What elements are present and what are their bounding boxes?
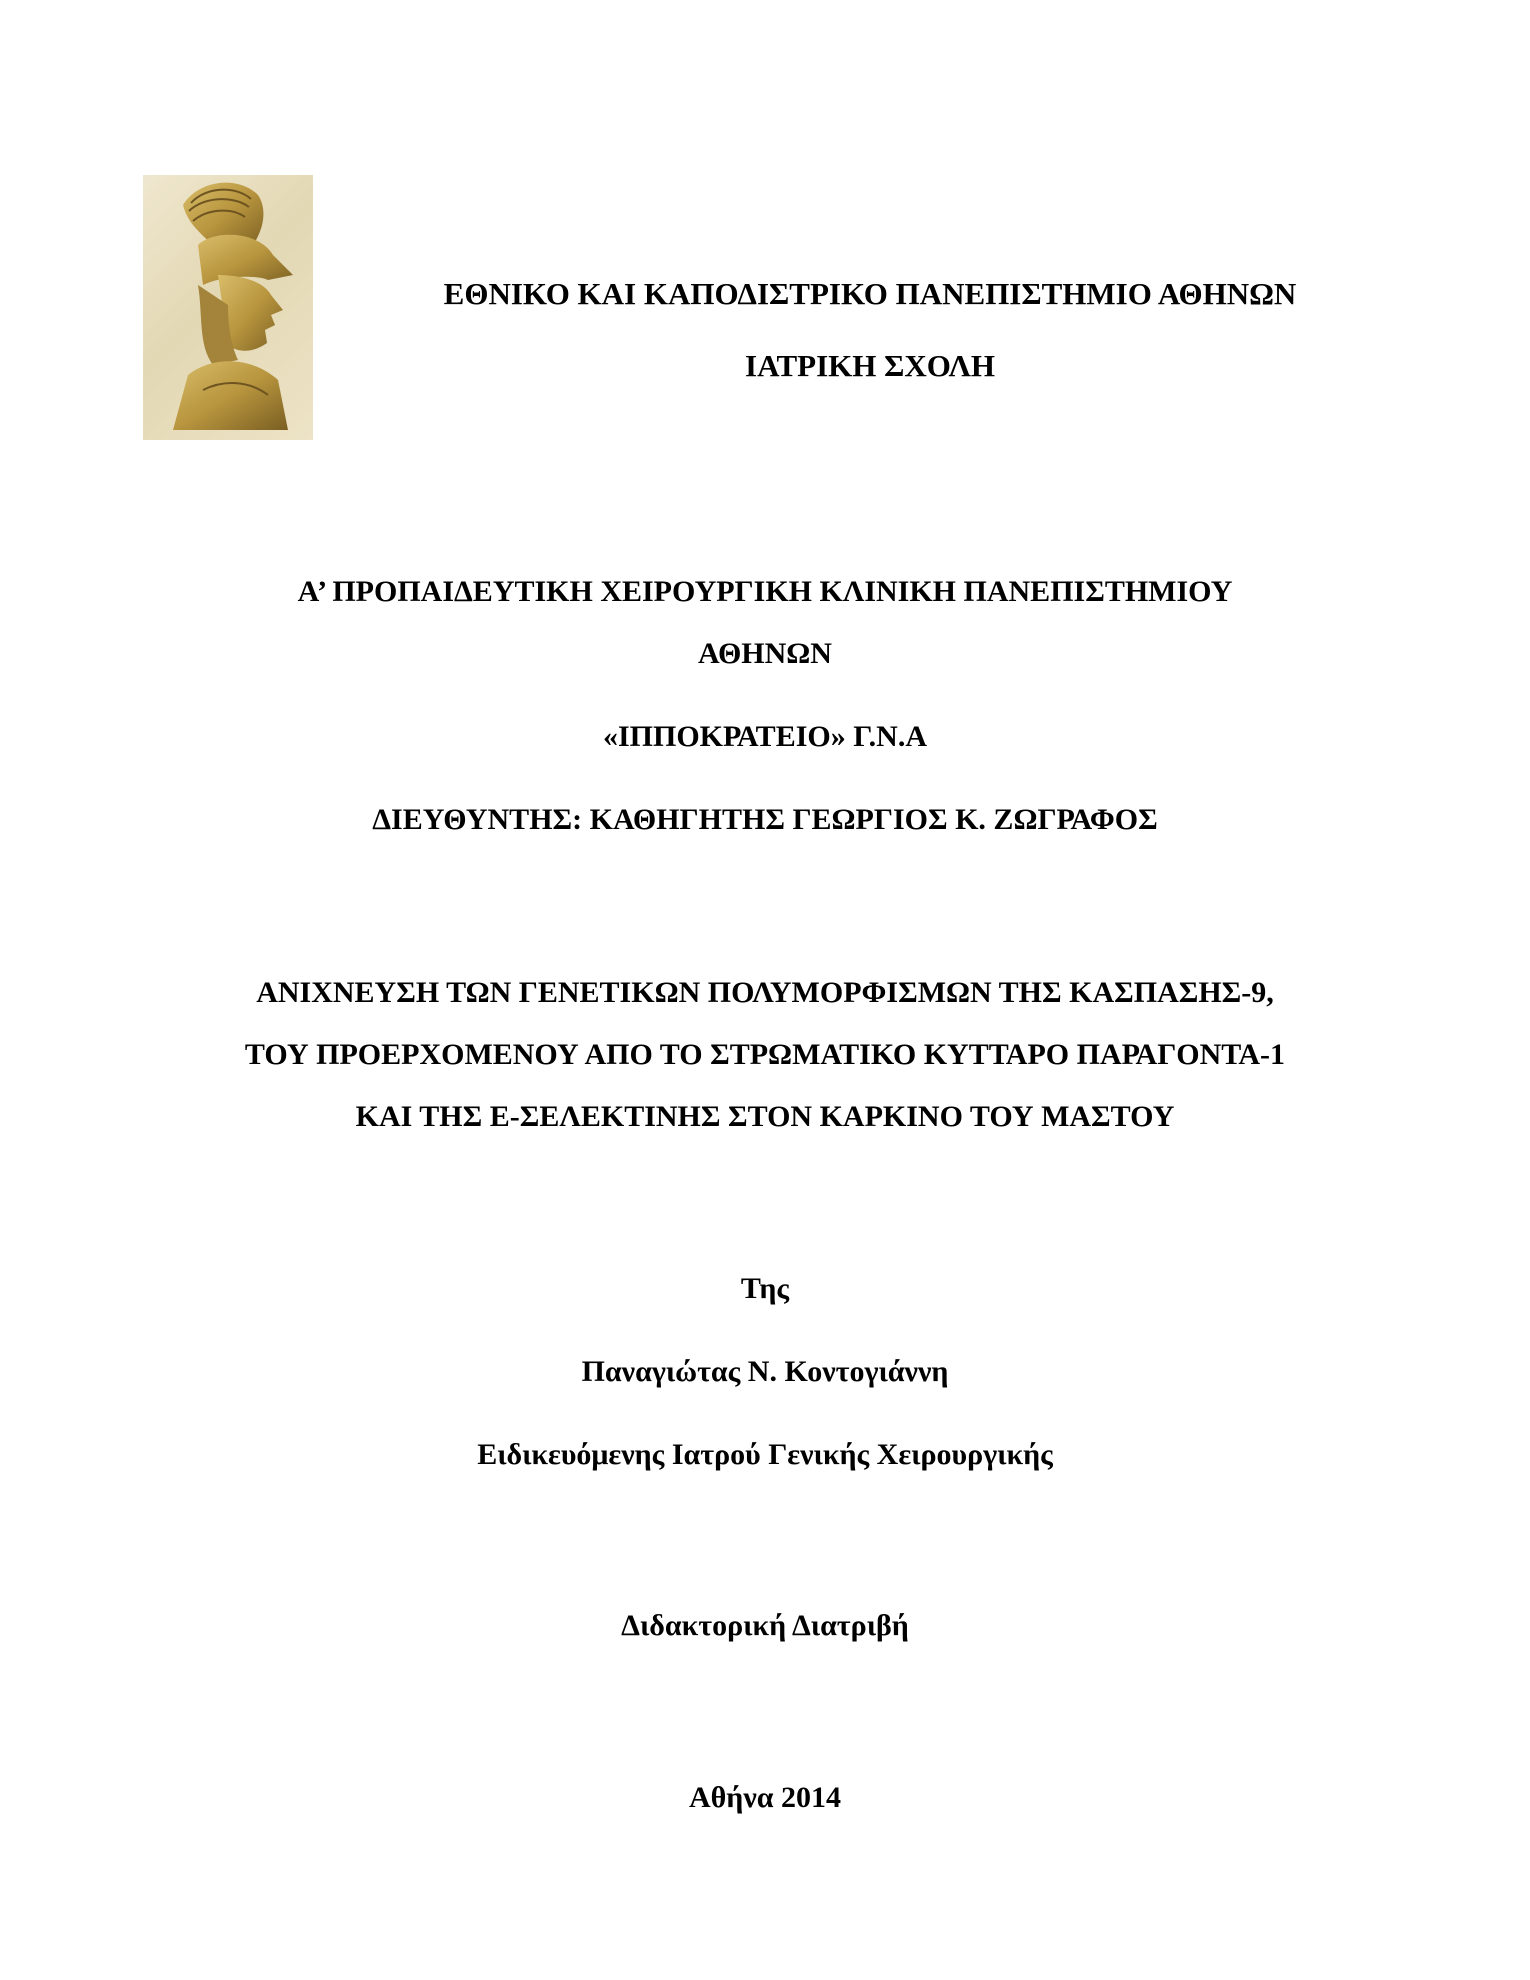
author-name: Παναγιώτας Ν. Κοντογιάννη	[581, 1355, 949, 1388]
university-logo	[143, 175, 313, 440]
clinic-director: ΔΙΕΥΘΥΝΤΗΣ: ΚΑΘΗΓΗΤΗΣ ΓΕΩΡΓΙΟΣ Κ. ΖΩΓΡΑΦΟΣ	[372, 803, 1158, 836]
thesis-title-line-2: ΤΟΥ ΠΡΟΕΡΧΟΜΕΝΟΥ ΑΠΟ ΤΟ ΣΤΡΩΜΑΤΙΚΟ ΚΥΤΤΑΡΟ ΠΑΡΑΓΟΝΤΑ-1	[244, 1038, 1286, 1071]
thesis-title-line-1: ΑΝΙΧΝΕΥΣΗ ΤΩΝ ΓΕΝΕΤΙΚΩΝ ΠΟΛΥΜΟΡΦΙΣΜΩΝ ΤΗΣ ΚΑΣΠΑΣΗΣ-9,	[256, 976, 1274, 1009]
place-year: Αθήνα 2014	[688, 1781, 841, 1814]
document-type: Διδακτορική Διατριβή	[621, 1609, 909, 1642]
university-name: ΕΘΝΙΚΟ ΚΑΙ ΚΑΠΟΔΙΣΤΡΙΚΟ ΠΑΝΕΠΙΣΤΗΜΙΟ ΑΘΗΝΩΝ	[443, 276, 1297, 311]
author-by: Της	[740, 1272, 790, 1305]
athena-head-icon	[143, 175, 313, 440]
author-role: Ειδικευόμενης Ιατρού Γενικής Χειρουργικής	[477, 1438, 1053, 1471]
thesis-title-line-3: ΚΑΙ ΤΗΣ Ε-ΣΕΛΕΚΤΙΝΗΣ ΣΤΟΝ ΚΑΡΚΙΝΟ ΤΟΥ ΜΑΣΤΟΥ	[355, 1100, 1175, 1133]
clinic-name-line-2: ΑΘΗΝΩΝ	[698, 637, 832, 670]
school-name: ΙΑΤΡΙΚΗ ΣΧΟΛΗ	[745, 348, 995, 383]
hospital-name: «ΙΠΠΟΚΡΑΤΕΙΟ» Γ.Ν.Α	[603, 720, 927, 753]
clinic-name-line-1: Α’ ΠΡΟΠΑΙΔΕΥΤΙΚΗ ΧΕΙΡΟΥΡΓΙΚΗ ΚΛΙΝΙΚΗ ΠΑΝΕΠΙΣΤΗΜΙΟΥ	[297, 575, 1233, 608]
